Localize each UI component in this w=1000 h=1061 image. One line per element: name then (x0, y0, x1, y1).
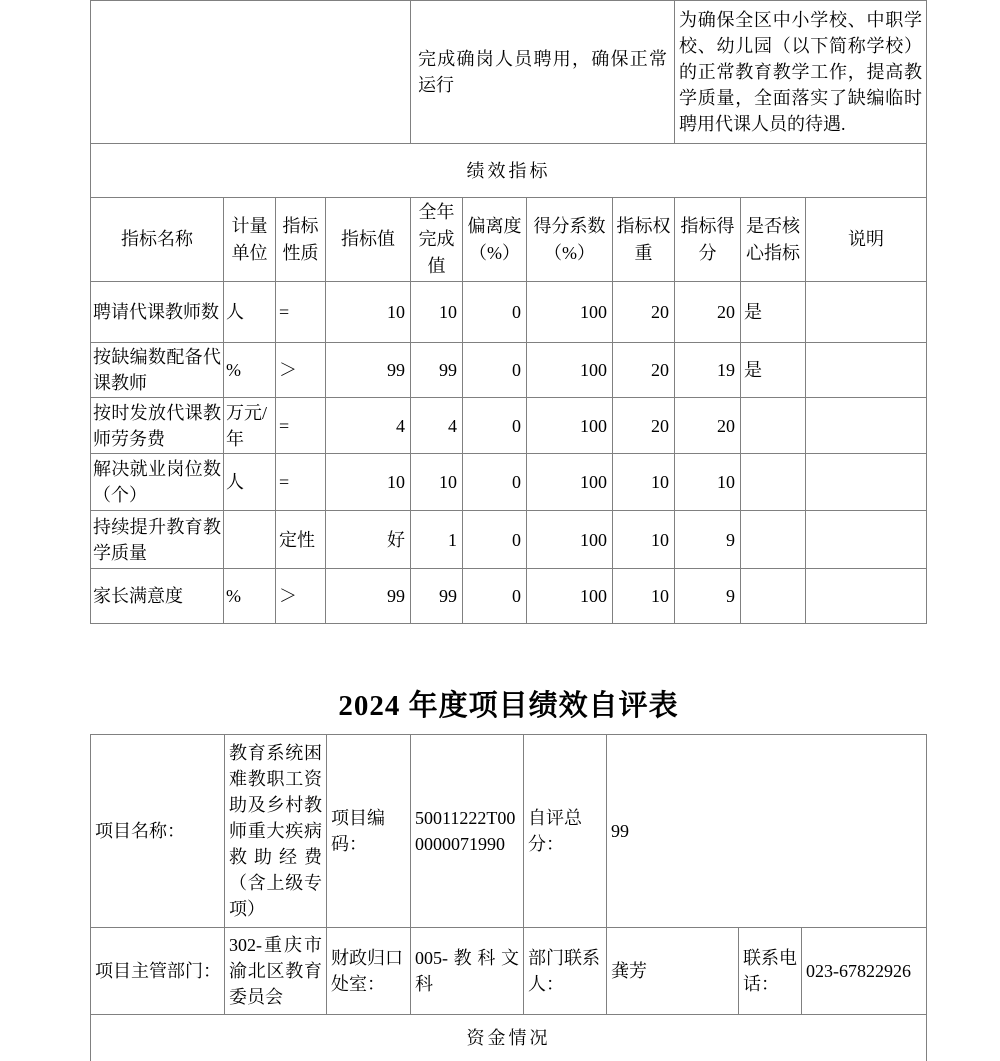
phone-label: 联系电话： (739, 928, 802, 1015)
indicator-core (741, 569, 806, 624)
indicator-coefficient: 100 (527, 282, 613, 343)
finance-office-value: 005-教科文科 (411, 928, 524, 1015)
indicator-weight: 20 (613, 343, 675, 398)
col-header-completed-value: 全年完成值 (411, 198, 463, 282)
indicator-deviation: 0 (463, 398, 527, 454)
indicator-nature: = (276, 282, 326, 343)
indicator-weight: 10 (613, 511, 675, 569)
indicator-weight: 20 (613, 282, 675, 343)
indicator-completed: 99 (411, 343, 463, 398)
indicator-coefficient: 100 (527, 569, 613, 624)
indicator-header-row (91, 198, 927, 282)
page-title: 2024 年度项目绩效自评表 (338, 689, 679, 722)
funds-section-row (91, 1015, 927, 1061)
indicator-score: 10 (675, 454, 741, 511)
indicator-target: 10 (326, 282, 411, 343)
indicator-score: 9 (675, 511, 741, 569)
continuation-empty-cell (91, 1, 411, 144)
indicator-unit: % (224, 343, 276, 398)
indicator-nature: ＞ (276, 343, 326, 398)
col-header-core: 是否核心指标 (741, 198, 806, 282)
col-header-target-value: 指标值 (326, 198, 411, 282)
col-header-note: 说明 (806, 198, 927, 282)
indicator-score: 20 (675, 398, 741, 454)
col-header-nature: 指标性质 (276, 198, 326, 282)
indicator-note (806, 343, 927, 398)
indicator-completed: 4 (411, 398, 463, 454)
indicator-score: 19 (675, 343, 741, 398)
contact-value: 龚芳 (607, 928, 739, 1015)
indicator-weight: 10 (613, 454, 675, 511)
indicator-weight: 20 (613, 398, 675, 454)
indicator-unit: % (224, 569, 276, 624)
indicator-row (91, 569, 927, 624)
indicator-row (91, 511, 927, 569)
section-header-row (91, 144, 927, 198)
title-area (90, 624, 927, 734)
indicator-target: 99 (326, 569, 411, 624)
indicator-name: 按缺编数配备代课教师 (91, 343, 224, 398)
project-code-label: 项目编码： (327, 735, 411, 928)
indicator-target: 好 (326, 511, 411, 569)
indicator-target: 99 (326, 343, 411, 398)
indicator-deviation: 0 (463, 343, 527, 398)
indicator-coefficient: 100 (527, 398, 613, 454)
indicator-core (741, 511, 806, 569)
col-header-coefficient: 得分系数（%） (527, 198, 613, 282)
indicator-row (91, 454, 927, 511)
indicator-completed: 10 (411, 454, 463, 511)
performance-indicator-table (90, 0, 927, 624)
performance-section-title: 绩效指标 (91, 144, 927, 198)
self-score-label: 自评总分： (524, 735, 607, 928)
indicator-target: 4 (326, 398, 411, 454)
project-name-value: 教育系统困难教职工资助及乡村教师重大疾病救助经费（含上级专项） (225, 735, 327, 928)
indicator-note (806, 511, 927, 569)
contact-label: 部门联系人： (524, 928, 607, 1015)
finance-office-label: 财政归口处室： (327, 928, 411, 1015)
col-header-weight: 指标权重 (613, 198, 675, 282)
indicator-note (806, 282, 927, 343)
indicator-completed: 1 (411, 511, 463, 569)
indicator-nature: = (276, 398, 326, 454)
indicator-note (806, 398, 927, 454)
indicator-core (741, 454, 806, 511)
col-header-deviation: 偏离度（%） (463, 198, 527, 282)
indicator-note (806, 454, 927, 511)
indicator-nature: ＞ (276, 569, 326, 624)
indicator-target: 10 (326, 454, 411, 511)
indicator-unit: 万元/年 (224, 398, 276, 454)
project-info-table (90, 734, 927, 1061)
indicator-nature: 定性 (276, 511, 326, 569)
col-header-indicator-name: 指标名称 (91, 198, 224, 282)
indicator-deviation: 0 (463, 282, 527, 343)
indicator-unit: 人 (224, 454, 276, 511)
indicator-core: 是 (741, 343, 806, 398)
indicator-note (806, 569, 927, 624)
dept-value: 302-重庆市渝北区教育委员会 (225, 928, 327, 1015)
indicator-name: 解决就业岗位数（个） (91, 454, 224, 511)
indicator-name: 聘请代课教师数 (91, 282, 224, 343)
self-score-value: 99 (607, 735, 927, 928)
indicator-coefficient: 100 (527, 454, 613, 511)
indicator-unit: 人 (224, 282, 276, 343)
indicator-unit (224, 511, 276, 569)
indicator-nature: = (276, 454, 326, 511)
indicator-name: 家长满意度 (91, 569, 224, 624)
indicator-deviation: 0 (463, 454, 527, 511)
project-name-label: 项目名称： (91, 735, 225, 928)
funds-section-title: 资金情况 (91, 1015, 927, 1061)
phone-value: 023-67822926 (802, 928, 927, 1015)
indicator-deviation: 0 (463, 569, 527, 624)
indicator-score: 20 (675, 282, 741, 343)
dept-label: 项目主管部门： (91, 928, 225, 1015)
indicator-name: 按时发放代课教师劳务费 (91, 398, 224, 454)
indicator-completed: 10 (411, 282, 463, 343)
project-name-row (91, 735, 927, 928)
continuation-result-cell: 完成确岗人员聘用，确保正常运行 (411, 1, 675, 144)
indicator-coefficient: 100 (527, 511, 613, 569)
indicator-coefficient: 100 (527, 343, 613, 398)
project-code-value: 50011222T000000071990 (411, 735, 524, 928)
indicator-weight: 10 (613, 569, 675, 624)
indicator-row (91, 398, 927, 454)
indicator-completed: 99 (411, 569, 463, 624)
indicator-row (91, 343, 927, 398)
col-header-score: 指标得分 (675, 198, 741, 282)
indicator-deviation: 0 (463, 511, 527, 569)
project-dept-row (91, 928, 927, 1015)
indicator-core: 是 (741, 282, 806, 343)
col-header-unit: 计量单位 (224, 198, 276, 282)
continuation-row (91, 1, 927, 144)
indicator-row (91, 282, 927, 343)
continuation-effect-cell: 为确保全区中小学校、中职学校、幼儿园（以下简称学校）的正常教育教学工作，提高教学质量，全面落实了缺编临时聘用代课人员的待遇. (675, 1, 927, 144)
indicator-name: 持续提升教育教学质量 (91, 511, 224, 569)
indicator-core (741, 398, 806, 454)
indicator-score: 9 (675, 569, 741, 624)
